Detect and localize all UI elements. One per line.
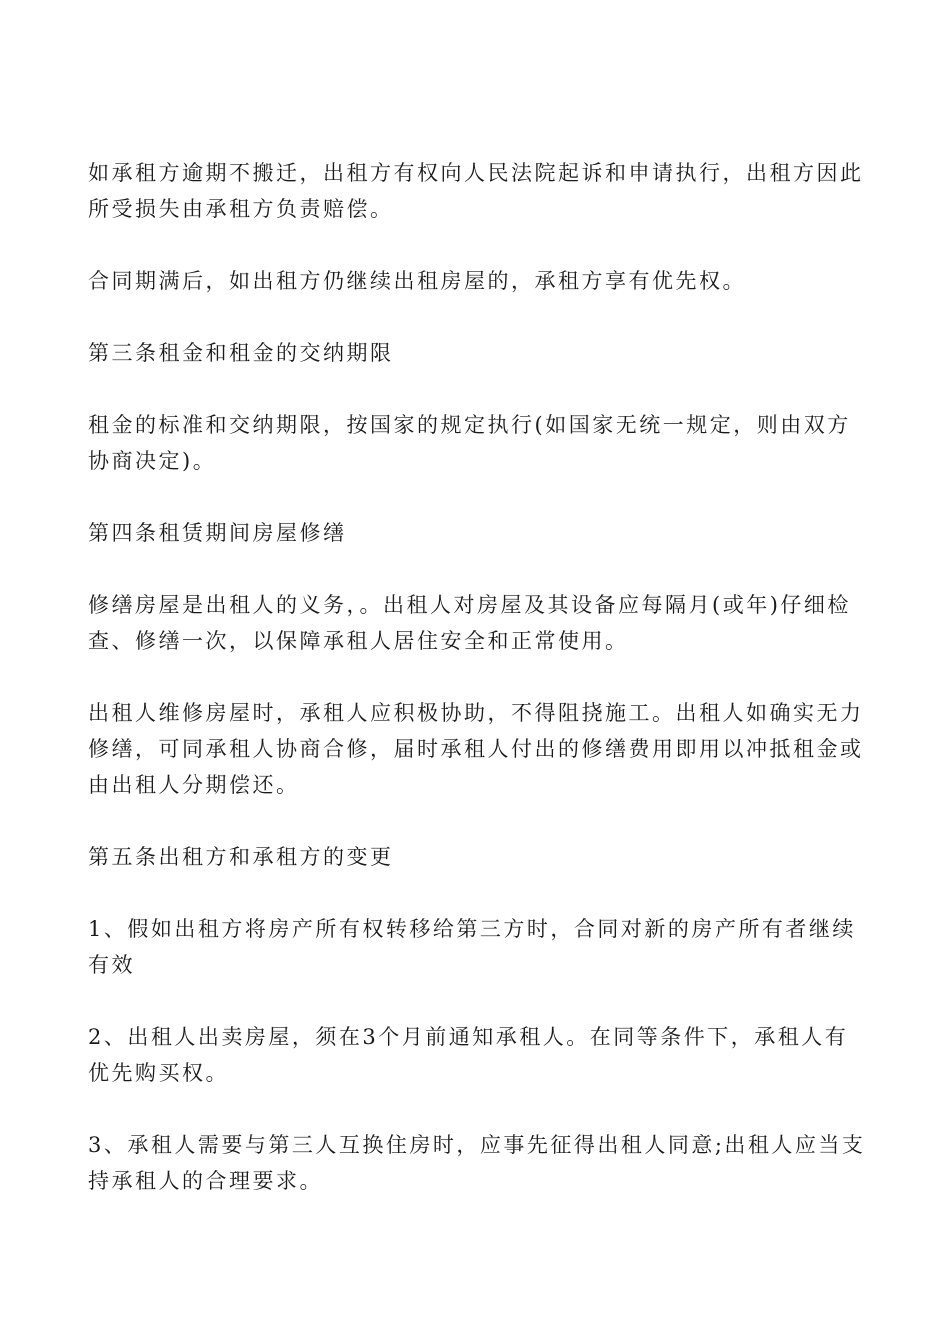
article-4-heading: 第四条租赁期间房屋修缮 bbox=[88, 521, 347, 545]
article-3-heading: 第三条租金和租金的交纳期限 bbox=[88, 341, 394, 365]
list-item-1: 1、假如出租方将房产所有权转移给第三方时，合同对新的房产所有者继续有效 bbox=[88, 917, 856, 977]
paragraph-priority-right: 合同期满后，如出租方仍继续出租房屋的，承租方享有优先权。 bbox=[88, 269, 746, 293]
list-item-2: 2、出租人出卖房屋，须在3个月前通知承租人。在同等条件下，承租人有优先购买权。 bbox=[88, 1025, 849, 1085]
paragraph-repair-duty: 修缮房屋是出租人的义务，。出租人对房屋及其设备应每隔月(或年)仔细检查、修缮一次，以保障承租人居住安全和正常使用。 bbox=[88, 593, 851, 653]
document-body bbox=[88, 155, 868, 1235]
paragraph-relocation-liability: 如承租方逾期不搬迁，出租方有权向人民法院起诉和申请执行，出租方因此所受损失由承租方负责赔偿。 bbox=[88, 161, 864, 221]
list-item-3: 3、承租人需要与第三人互换住房时，应事先征得出租人同意;出租人应当支持承租人的合理要求。 bbox=[88, 1133, 866, 1193]
paragraph-rent-standard: 租金的标准和交纳期限，按国家的规定执行(如国家无统一规定，则由双方协商决定)。 bbox=[88, 413, 851, 473]
paragraph-repair-cooperation: 出租人维修房屋时，承租人应积极协助，不得阻挠施工。出租人如确实无力修缮，可同承租人协商合修，届时承租人付出的修缮费用即用以冲抵租金或由出租人分期偿还。 bbox=[88, 701, 864, 797]
article-5-heading: 第五条出租方和承租方的变更 bbox=[88, 845, 394, 869]
